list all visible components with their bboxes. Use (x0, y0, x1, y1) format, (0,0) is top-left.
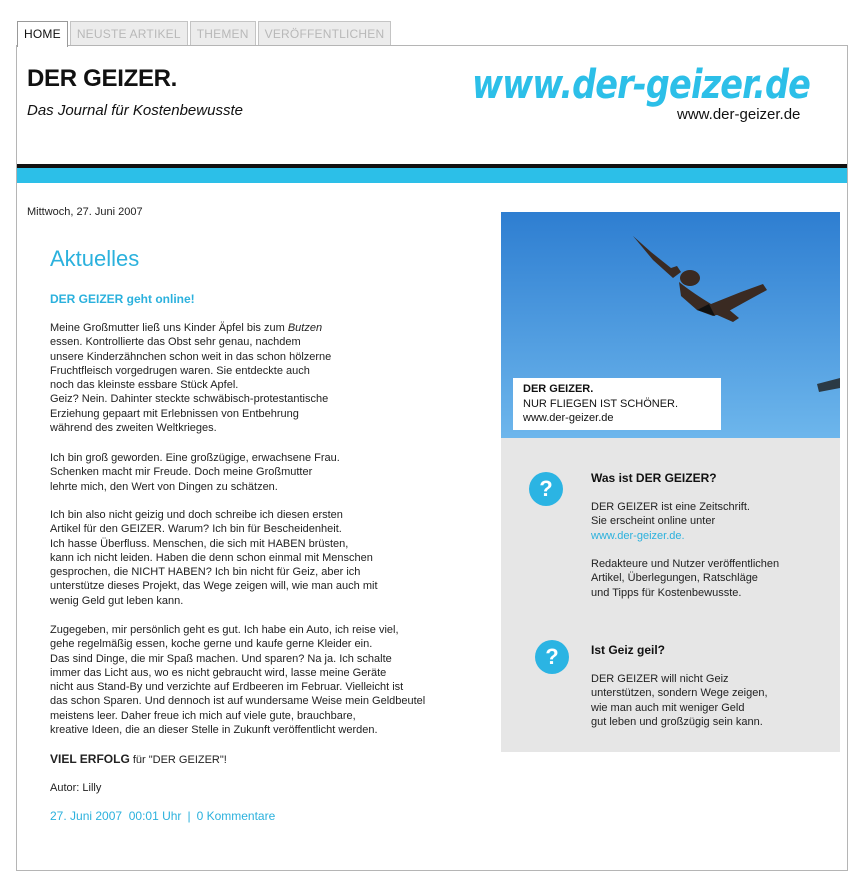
logo-text: www.der-geizer.de (472, 62, 810, 108)
post-meta (50, 809, 275, 823)
article-paragraph-2: Ich bin groß geworden. Eine großzügige, erwachsene Frau. Schenken macht mir Freude. Doch meine Großmutter lehrte mich, den Wert von Dingen zu schätzen. (50, 452, 340, 493)
info-heading-1: Was ist DER GEIZER? (591, 471, 717, 485)
tab-neuste-artikel[interactable]: NEUSTE ARTIKEL (70, 21, 188, 45)
post-date: Mittwoch, 27. Juni 2007 (27, 206, 143, 218)
post-author: Autor: Lilly (50, 782, 102, 794)
question-icon: ? (529, 472, 563, 506)
question-icon: ? (535, 640, 569, 674)
meta-separator: | (187, 809, 191, 823)
section-title: Aktuelles (50, 246, 140, 271)
site-subtitle: Das Journal für Kostenbewusste (27, 102, 243, 119)
site-title: DER GEIZER. (27, 65, 178, 92)
comments-link[interactable]: 0 Kommentare (196, 809, 276, 823)
article-paragraph-3: Ich bin also nicht geizig und doch schreibe ich diesen ersten Artikel für den GEIZER. Warum? Ich bin für Bescheidenheit. Ich hasse Überfluss. Menschen, die sich mit HABEN brüsten, kann ich nicht leiden. Haben die denn schon einmal mit Menschen gesprochen, die NICHT HABEN? Ich bin nicht für Geiz, aber ich unterstütze dieses Projekt, das Wege zeigen will, wie man auch mit wenig Geld gut leben kann. (50, 509, 378, 607)
info-link[interactable]: www.der-geizer.de. (591, 529, 685, 542)
tab-themen[interactable]: THEMEN (190, 21, 256, 45)
header-url: www.der-geizer.de (677, 106, 801, 123)
tab-veroeffentlichen[interactable]: VERÖFFENTLICHEN (258, 21, 392, 45)
info-heading-2: Ist Geiz geil? (591, 643, 666, 657)
caption-title: DER GEIZER. (523, 383, 594, 395)
closing-line: VIEL ERFOLG für "DER GEIZER"! (50, 752, 227, 766)
nav-tabs (17, 21, 393, 46)
photo-caption (513, 378, 721, 430)
post-timestamp-link[interactable]: 27. Juni 2007 00:01 Uhr (50, 809, 182, 823)
info-text-1: DER GEIZER ist eine Zeitschrift. Sie erscheint online unter www.der-geizer.de. (591, 501, 750, 542)
header-bar (17, 168, 847, 183)
caption-slogan: NUR FLIEGEN IST SCHÖNER. (523, 397, 679, 410)
article-paragraph-1: Meine Großmutter ließ uns Kinder Äpfel bis zum Butzen essen. Kontrollierte das Obst sehr genau, nachdem unsere Kinderzähnchen schon weit in das schon hölzerne Fruchtfleisch vorgedrugen waren. Sie entdeckte auch noch das kleinste essbare Stück Apfel. Geiz? Nein. Dahinter steckte schwäbisch-protestantische Erziehung gepaart mit Erlebnissen von Entbehrung während des zweiten Weltkrieges. (50, 322, 332, 435)
caption-url: www.der-geizer.de (523, 412, 614, 424)
post-title[interactable]: DER GEIZER geht online! (50, 292, 195, 306)
info-text-2: Redakteure und Nutzer veröffentlichen Artikel, Überlegungen, Ratschläge und Tipps für Kostenbewusste. (591, 558, 780, 599)
site-logo[interactable] (468, 54, 818, 114)
tab-home[interactable]: HOME (17, 21, 68, 47)
article-paragraph-4: Zugegeben, mir persönlich geht es gut. Ich habe ein Auto, ich reise viel, gehe regelmäßig essen, koche gerne und kaufe gerne Kleider ein. Das sind Dinge, die mir Spaß machen. Und sparen? Na ja. Ich schalte immer das Licht aus, wo es nicht gebraucht wird, lasse meine Geräte nicht aus Stand-By und verzichte auf Erdbeeren im Februar. Vielleicht ist das schon Sparen. Und dennoch ist auf wundersame Weise mein Geldbeutel meistens leer. Daher freue ich mich auf viele gute, brauchbare, kreative Ideen, die an dieser Stelle in Zukunft veröffentlicht werden. (50, 624, 426, 737)
info-text-3: DER GEIZER will nicht Geiz unterstützen, sondern Wege zeigen, wie man auch mit weniger Geld gut leben und großzügig sein kann. (591, 673, 768, 728)
